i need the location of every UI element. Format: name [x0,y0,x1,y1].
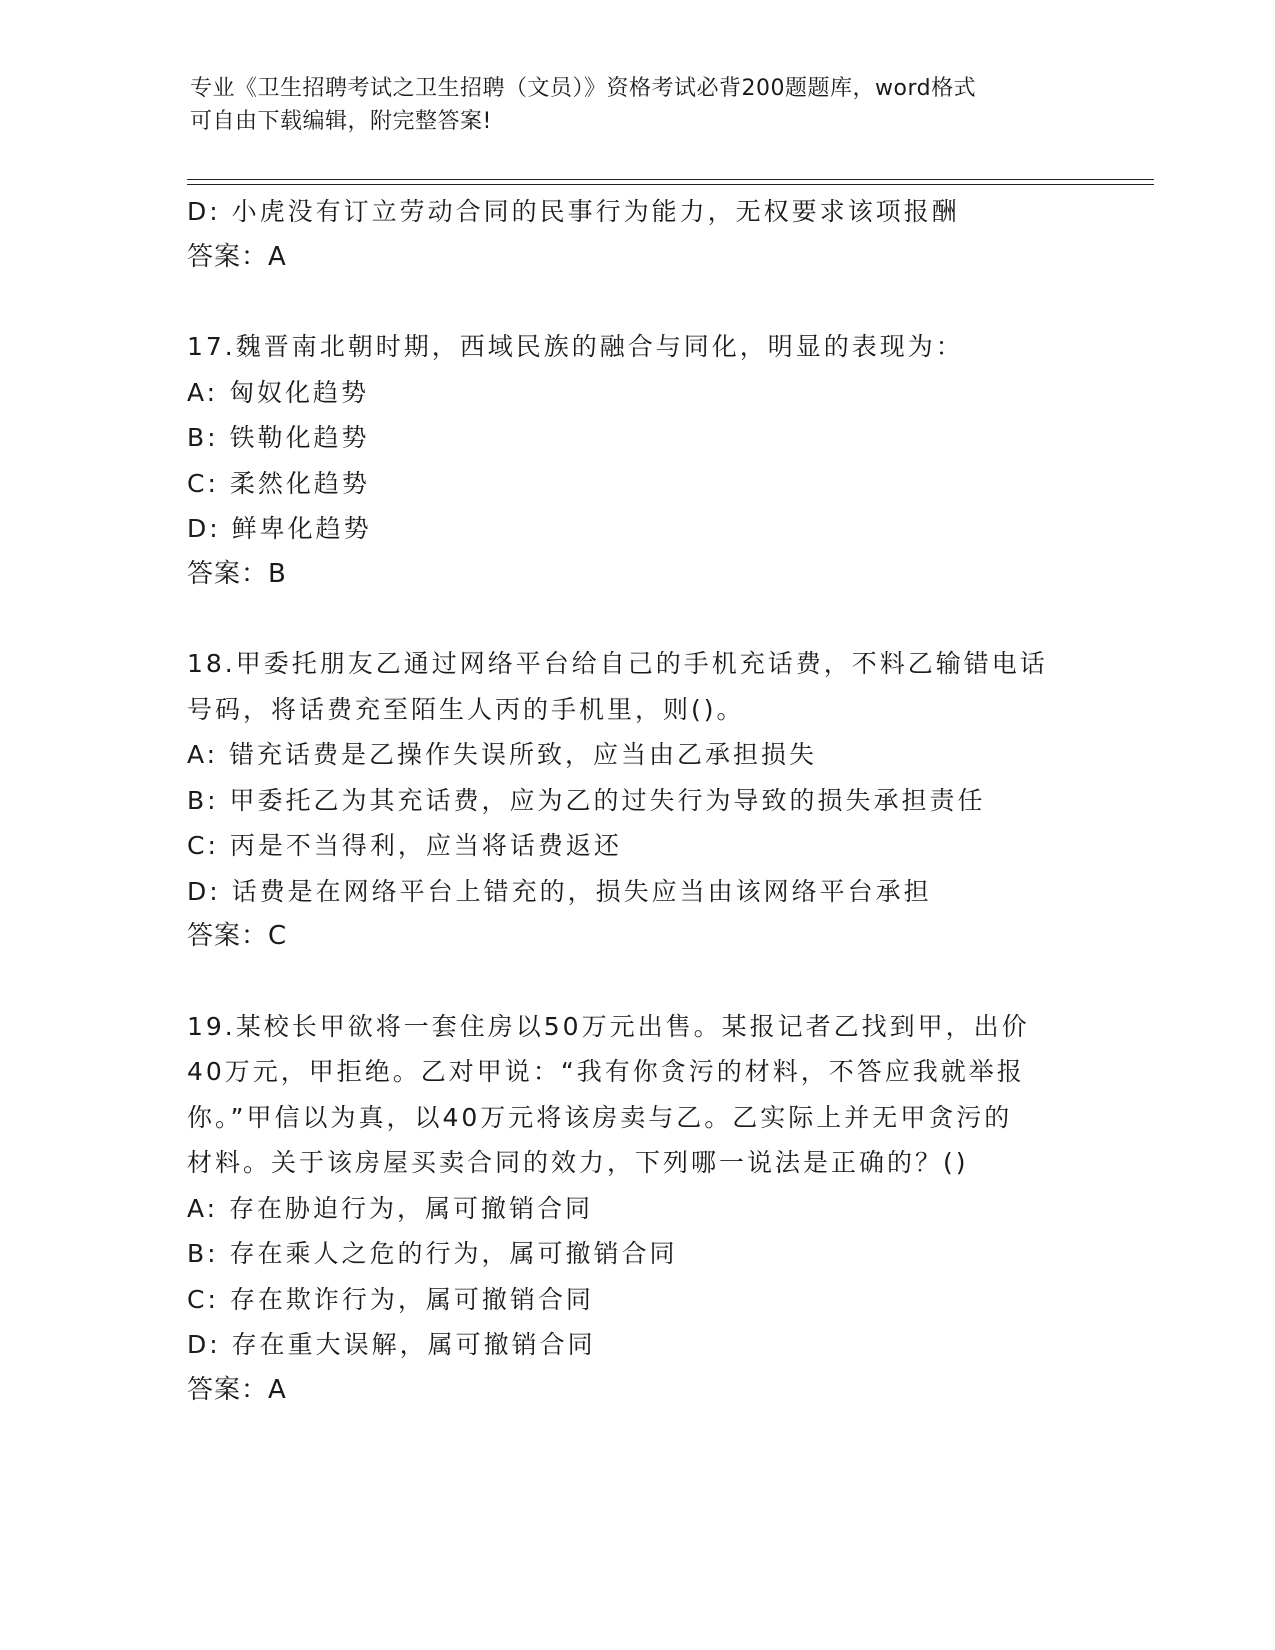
option-d: D: 话费是在网络平台上错充的，损失应当由该网络平台承担 [187,876,932,906]
question-19 [187,1004,1087,1414]
option-c: C: 丙是不当得利，应当将话费返还 [187,831,622,860]
question-stem: 19.某校长甲欲将一套住房以50万元出售。某报记者乙找到甲，出价 [187,1011,1030,1041]
answer-line: 答案：C [187,921,288,951]
spacer [187,280,1087,324]
option-c: C: 柔然化趋势 [187,468,370,498]
question-stem-continued: 材料。关于该房屋买卖合同的效力，下列哪一说法是正确的？() [187,1148,969,1177]
option-b: B: 甲委托乙为其充话费，应为乙的过失行为导致的损失承担责任 [187,785,986,815]
answer-line: 答案：A [187,1374,287,1405]
option-b: B: 铁勒化趋势 [187,423,370,452]
header-title-line-1: 专业《卫生招聘考试之卫生招聘（文员）》资格考试必背200题题库，word格式 [190,76,977,101]
question-stem: 17.魏晋南北朝时期，西域民族的融合与同化，明显的表现为： [187,332,964,361]
question-stem: 18.甲委托朋友乙通过网络平台给自己的手机充话费，不料乙输错电话 [187,649,1048,678]
header-title-line-2: 可自由下载编辑，附完整答案! [190,109,492,134]
answer-line: 答案：B [187,558,287,589]
option-d: D: 存在重大误解，属可撤销合同 [187,1330,596,1359]
option-b: B: 存在乘人之危的行为，属可撤销合同 [187,1239,678,1268]
question-stem-continued: 40万元，甲拒绝。乙对甲说：“我有你贪污的材料，不答应我就举报 [187,1057,1025,1086]
spacer [187,597,1087,641]
option-d: D: 鲜卑化趋势 [187,514,372,543]
option-a: A: 存在胁迫行为，属可撤销合同 [187,1193,594,1223]
answer-line: 答案：A [187,241,287,272]
option-a: A: 匈奴化趋势 [187,377,370,407]
option-d: D: 小虎没有订立劳动合同的民事行为能力，无权要求该项报酬 [187,197,960,226]
spacer [187,960,1087,1004]
question-stem-continued: 号码，将话费充至陌生人丙的手机里，则()。 [187,694,745,724]
document-header [190,72,1090,138]
option-a: A: 错充话费是乙操作失误所致，应当由乙承担损失 [187,740,818,769]
question-body [187,189,1087,1413]
question-18 [187,641,1087,960]
header-divider-bottom [187,184,1154,185]
question-17 [187,324,1087,597]
question-stem-continued: 你。”甲信以为真，以40万元将该房卖与乙。乙实际上并无甲贪污的 [187,1102,1013,1132]
option-c: C: 存在欺诈行为，属可撤销合同 [187,1284,594,1314]
header-divider-top [187,179,1154,180]
previous-question-tail [187,189,1087,280]
